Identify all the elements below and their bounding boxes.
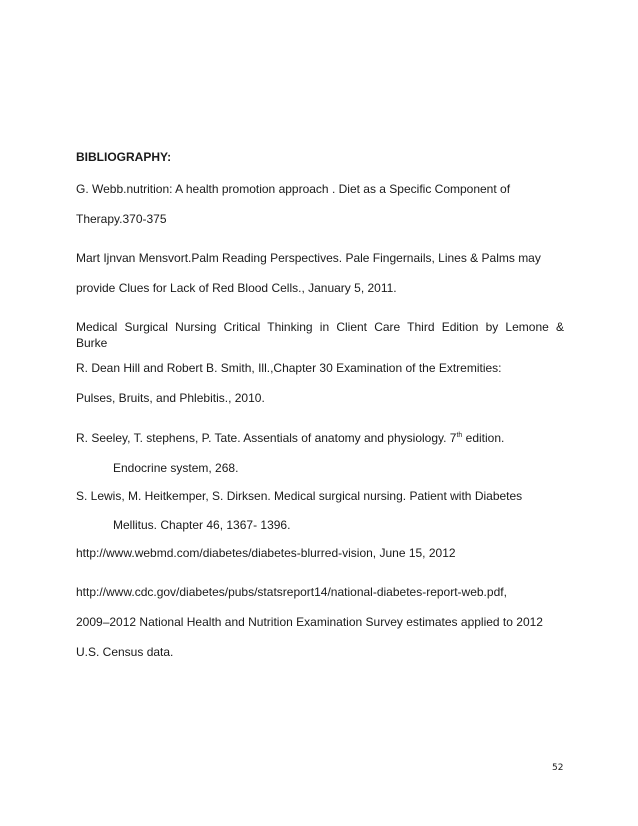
- reference-seeley-line-2: Endocrine system, 268.: [113, 461, 239, 475]
- reference-webb-line-1: G. Webb.nutrition: A health promotion approach . Diet as a Specific Component of: [76, 182, 511, 196]
- reference-lemone-line-2: Burke: [76, 336, 108, 350]
- bibliography-heading: BIBLIOGRAPHY:: [76, 150, 172, 164]
- reference-hill-line-2: Pulses, Bruits, and Phlebitis., 2010.: [76, 391, 265, 405]
- reference-cdc-line-3: U.S. Census data.: [76, 645, 174, 659]
- page-number: 52: [552, 763, 564, 773]
- reference-lewis-line-2: Mellitus. Chapter 46, 1367- 1396.: [113, 518, 291, 532]
- reference-lewis-line-1: S. Lewis, M. Heitkemper, S. Dirksen. Medical surgical nursing. Patient with Diabetes: [76, 489, 523, 503]
- reference-seeley-text: R. Seeley, T. stephens, P. Tate. Assentials of anatomy and physiology. 7: [76, 431, 457, 445]
- reference-seeley-line-1: [76, 431, 504, 446]
- reference-webmd-url: http://www.webmd.com/diabetes/diabetes-blurred-vision, June 15, 2012: [76, 546, 456, 560]
- reference-cdc-line-2: 2009–2012 National Health and Nutrition Examination Survey estimates applied to 2012: [76, 615, 543, 629]
- reference-webb-line-2: Therapy.370-375: [76, 212, 167, 226]
- reference-cdc-url: http://www.cdc.gov/diabetes/pubs/statsreport14/national-diabetes-report-web.pdf,: [76, 585, 507, 599]
- reference-mensvort-line-1: Mart Ijnvan Mensvort.Palm Reading Perspectives. Pale Fingernails, Lines & Palms may: [76, 251, 541, 265]
- reference-seeley-edition: edition.: [462, 431, 505, 445]
- reference-lemone-line-1: Medical Surgical Nursing Critical Thinking in Client Care Third Edition by Lemone &: [76, 320, 564, 334]
- superscript-th: th: [456, 432, 463, 439]
- reference-hill-line-1: R. Dean Hill and Robert B. Smith, Ill.,Chapter 30 Examination of the Extremities:: [76, 361, 502, 375]
- reference-mensvort-line-2: provide Clues for Lack of Red Blood Cells., January 5, 2011.: [76, 281, 397, 295]
